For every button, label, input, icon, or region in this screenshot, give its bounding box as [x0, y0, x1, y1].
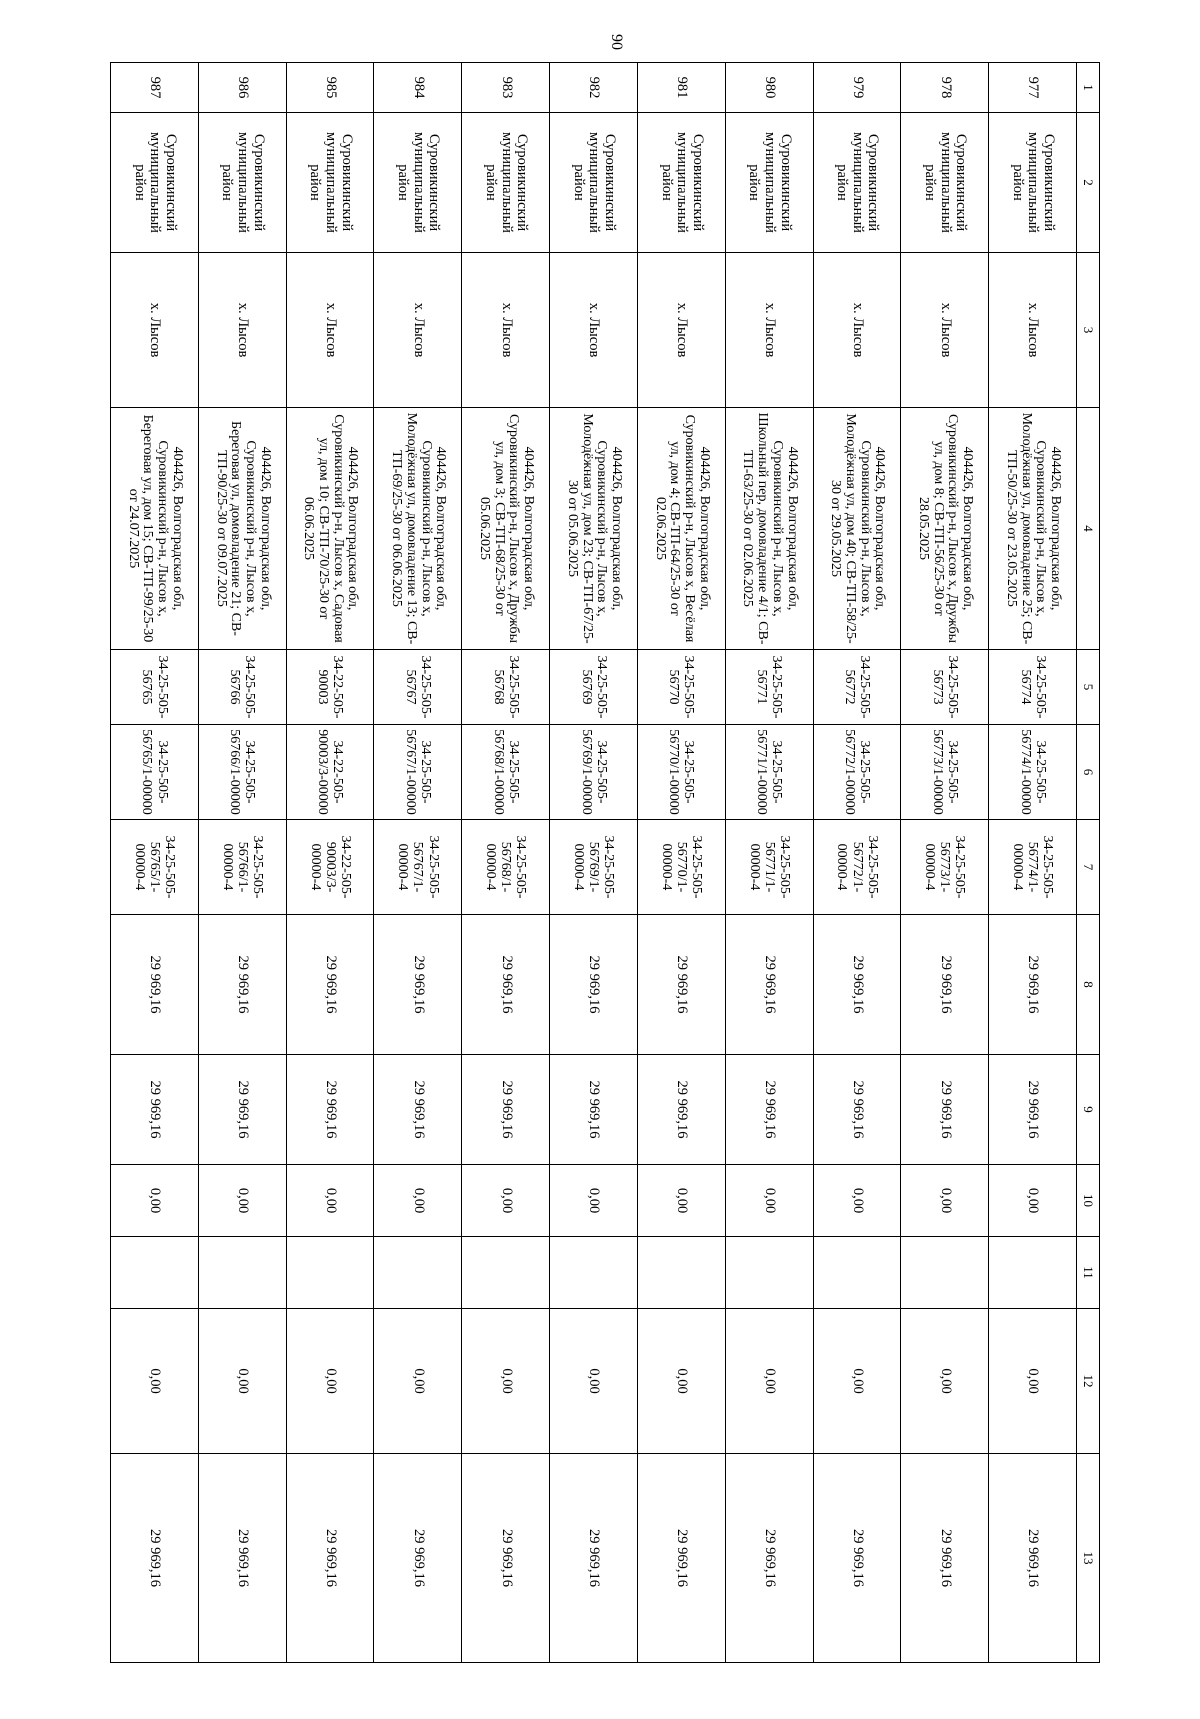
amount-cell: 0,00: [637, 1165, 725, 1237]
amount-cell: 0,00: [198, 1309, 286, 1454]
column-number: 10: [1077, 1165, 1100, 1237]
settlement-cell: х. Лысов: [111, 253, 199, 408]
code-cell: 34-25-505-56770: [637, 650, 725, 725]
amount-cell: 0,00: [286, 1165, 374, 1237]
empty-cell: [901, 1237, 989, 1309]
amount-cell: 29 969,16: [813, 1454, 901, 1663]
amount-cell: 0,00: [550, 1309, 638, 1454]
amount-cell: 29 969,16: [550, 915, 638, 1055]
amount-cell: 0,00: [725, 1165, 813, 1237]
district-cell: Суровикинский муниципальный район: [725, 113, 813, 253]
amount-cell: 29 969,16: [111, 1055, 199, 1165]
district-cell: Суровикинский муниципальный район: [901, 113, 989, 253]
amount-cell: 29 969,16: [989, 915, 1077, 1055]
amount-cell: 29 969,16: [550, 1454, 638, 1663]
empty-cell: [462, 1237, 550, 1309]
amount-cell: 29 969,16: [198, 1454, 286, 1663]
amount-cell: 29 969,16: [462, 1454, 550, 1663]
empty-cell: [550, 1237, 638, 1309]
amount-cell: 29 969,16: [901, 1454, 989, 1663]
amount-cell: 29 969,16: [111, 1454, 199, 1663]
code-cell: 34-22-505-90003/3-00000-4: [286, 820, 374, 915]
address-cell: 404426, Волгоградская обл, Суровикинский р-н, Лысов х, Садовая ул, дом 10; СВ-ТП-70/25-30 от 06.06.2025: [286, 408, 374, 650]
address-cell: 404426, Волгоградская обл, Суровикинский р-н, Лысов х, Весёлая ул, дом 4; СВ-ТП-64/25-30 от 02.06.2025: [637, 408, 725, 650]
code-cell: 34-25-505-56768/1-00000-4: [462, 820, 550, 915]
address-cell: 404426, Волгоградская обл, Суровикинский р-н, Лысов х, Дружбы ул, дом 8; СВ-ТП-56/25-30 от 28.05.2025: [901, 408, 989, 650]
rotated-table-container: [110, 62, 1100, 1662]
table-row: [462, 63, 550, 1663]
code-cell: 34-25-505-56773: [901, 650, 989, 725]
row-number: 982: [550, 63, 638, 113]
empty-cell: [286, 1237, 374, 1309]
amount-cell: 0,00: [725, 1309, 813, 1454]
amount-cell: 29 969,16: [637, 1454, 725, 1663]
code-cell: 34-25-505-56766/1-00000-4: [198, 820, 286, 915]
district-cell: Суровикинский муниципальный район: [198, 113, 286, 253]
address-cell: 404426, Волгоградская обл, Суровикинский р-н, Лысов х, Школьный пер, домовладение 4/1; СВ-ТП-63/25-30 от 02.06.2025: [725, 408, 813, 650]
settlement-cell: х. Лысов: [901, 253, 989, 408]
code-cell: 34-25-505-56767: [374, 650, 462, 725]
amount-cell: 29 969,16: [813, 915, 901, 1055]
row-number: 980: [725, 63, 813, 113]
code-cell: 34-25-505-56773/1-00000: [901, 725, 989, 820]
amount-cell: 0,00: [989, 1165, 1077, 1237]
column-number: 4: [1077, 408, 1100, 650]
address-cell: 404426, Волгоградская обл, Суровикинский р-н, Лысов х, Молодёжная ул, дом 23; СВ-ТП-67/25-30 от 05.06.2025: [550, 408, 638, 650]
amount-cell: 29 969,16: [989, 1055, 1077, 1165]
empty-cell: [111, 1237, 199, 1309]
column-number: 7: [1077, 820, 1100, 915]
amount-cell: 29 969,16: [901, 1055, 989, 1165]
column-number: 2: [1077, 113, 1100, 253]
amount-cell: 0,00: [462, 1309, 550, 1454]
code-cell: 34-25-505-56772/1-00000-4: [813, 820, 901, 915]
empty-cell: [813, 1237, 901, 1309]
row-number: 978: [901, 63, 989, 113]
column-number: 9: [1077, 1055, 1100, 1165]
amount-cell: 0,00: [989, 1309, 1077, 1454]
settlement-cell: х. Лысов: [813, 253, 901, 408]
table-body: [111, 63, 1100, 1663]
data-table: [110, 62, 1100, 1663]
district-cell: Суровикинский муниципальный район: [286, 113, 374, 253]
amount-cell: 29 969,16: [725, 915, 813, 1055]
settlement-cell: х. Лысов: [637, 253, 725, 408]
amount-cell: 29 969,16: [550, 1055, 638, 1165]
address-cell: 404426, Волгоградская обл, Суровикинский р-н, Лысов х, Береговая ул, домовладение 21; СВ-ТП-90/25-30 от 09.07.2025: [198, 408, 286, 650]
code-cell: 34-25-505-56771/1-00000: [725, 725, 813, 820]
column-number: 3: [1077, 253, 1100, 408]
amount-cell: 29 969,16: [725, 1454, 813, 1663]
empty-cell: [198, 1237, 286, 1309]
amount-cell: 29 969,16: [637, 915, 725, 1055]
amount-cell: 29 969,16: [111, 915, 199, 1055]
amount-cell: 0,00: [374, 1165, 462, 1237]
district-cell: Суровикинский муниципальный район: [637, 113, 725, 253]
row-number: 985: [286, 63, 374, 113]
amount-cell: 0,00: [813, 1165, 901, 1237]
amount-cell: 0,00: [111, 1309, 199, 1454]
column-number: 13: [1077, 1454, 1100, 1663]
amount-cell: 0,00: [813, 1309, 901, 1454]
amount-cell: 29 969,16: [901, 915, 989, 1055]
empty-cell: [374, 1237, 462, 1309]
row-number: 984: [374, 63, 462, 113]
table-row: [286, 63, 374, 1663]
amount-cell: 29 969,16: [198, 1055, 286, 1165]
code-cell: 34-25-505-56773/1-00000-4: [901, 820, 989, 915]
amount-cell: 29 969,16: [725, 1055, 813, 1165]
settlement-cell: х. Лысов: [550, 253, 638, 408]
settlement-cell: х. Лысов: [462, 253, 550, 408]
amount-cell: 0,00: [901, 1309, 989, 1454]
code-cell: 34-25-505-56772: [813, 650, 901, 725]
code-cell: 34-25-505-56768: [462, 650, 550, 725]
district-cell: Суровикинский муниципальный район: [550, 113, 638, 253]
amount-cell: 0,00: [462, 1165, 550, 1237]
column-number: 11: [1077, 1237, 1100, 1309]
amount-cell: 0,00: [198, 1165, 286, 1237]
code-cell: 34-25-505-56766/1-00000: [198, 725, 286, 820]
empty-cell: [725, 1237, 813, 1309]
district-cell: Суровикинский муниципальный район: [374, 113, 462, 253]
table-row: [637, 63, 725, 1663]
code-cell: 34-25-505-56769/1-00000: [550, 725, 638, 820]
district-cell: Суровикинский муниципальный район: [813, 113, 901, 253]
row-number: 977: [989, 63, 1077, 113]
district-cell: Суровикинский муниципальный район: [989, 113, 1077, 253]
code-cell: 34-22-505-90003: [286, 650, 374, 725]
amount-cell: 0,00: [901, 1165, 989, 1237]
table-row: [901, 63, 989, 1663]
table-row: [198, 63, 286, 1663]
code-cell: 34-25-505-56774/1-00000-4: [989, 820, 1077, 915]
district-cell: Суровикинский муниципальный район: [111, 113, 199, 253]
row-number: 983: [462, 63, 550, 113]
code-cell: 34-25-505-56769: [550, 650, 638, 725]
amount-cell: 0,00: [286, 1309, 374, 1454]
column-number: 8: [1077, 915, 1100, 1055]
amount-cell: 29 969,16: [813, 1055, 901, 1165]
settlement-cell: х. Лысов: [725, 253, 813, 408]
column-number: 5: [1077, 650, 1100, 725]
empty-cell: [637, 1237, 725, 1309]
column-number: 12: [1077, 1309, 1100, 1454]
row-number: 986: [198, 63, 286, 113]
amount-cell: 29 969,16: [374, 915, 462, 1055]
address-cell: 404426, Волгоградская обл, Суровикинский р-н, Лысов х, Береговая ул, дом 15; СВ-ТП-99/25-30 от 24.07.2025: [111, 408, 199, 650]
code-cell: 34-25-505-56766: [198, 650, 286, 725]
column-number-row: [1077, 63, 1100, 1663]
amount-cell: 29 969,16: [374, 1055, 462, 1165]
code-cell: 34-25-505-56768/1-00000: [462, 725, 550, 820]
address-cell: 404426, Волгоградская обл, Суровикинский р-н, Лысов х, Дружбы ул, дом 3; СВ-ТП-68/25-30 от 05.06.2025: [462, 408, 550, 650]
amount-cell: 0,00: [550, 1165, 638, 1237]
row-number: 979: [813, 63, 901, 113]
column-number: 6: [1077, 725, 1100, 820]
page-number: 90: [608, 34, 625, 50]
address-cell: 404426, Волгоградская обл, Суровикинский р-н, Лысов х, Молодёжная ул, дом 40; СВ-ТП-58/25-30 от 29.05.2025: [813, 408, 901, 650]
amount-cell: 29 969,16: [462, 915, 550, 1055]
amount-cell: 0,00: [637, 1309, 725, 1454]
amount-cell: 29 969,16: [286, 915, 374, 1055]
code-cell: 34-25-505-56769/1-00000-4: [550, 820, 638, 915]
address-cell: 404426, Волгоградская обл, Суровикинский р-н, Лысов х, Молодёжная ул, домовладение 13; СВ-ТП-69/25-30 от 06.06.2025: [374, 408, 462, 650]
code-cell: 34-25-505-56765: [111, 650, 199, 725]
table-row: [111, 63, 199, 1663]
amount-cell: 0,00: [111, 1165, 199, 1237]
table-row: [374, 63, 462, 1663]
district-cell: Суровикинский муниципальный район: [462, 113, 550, 253]
amount-cell: 0,00: [374, 1309, 462, 1454]
settlement-cell: х. Лысов: [286, 253, 374, 408]
table-row: [989, 63, 1077, 1663]
code-cell: 34-25-505-56774: [989, 650, 1077, 725]
amount-cell: 29 969,16: [286, 1454, 374, 1663]
amount-cell: 29 969,16: [286, 1055, 374, 1165]
table-row: [725, 63, 813, 1663]
code-cell: 34-22-505-90003/3-00000: [286, 725, 374, 820]
settlement-cell: х. Лысов: [198, 253, 286, 408]
table-row: [550, 63, 638, 1663]
code-cell: 34-25-505-56771/1-00000-4: [725, 820, 813, 915]
code-cell: 34-25-505-56774/1-00000: [989, 725, 1077, 820]
amount-cell: 29 969,16: [637, 1055, 725, 1165]
code-cell: 34-25-505-56770/1-00000-4: [637, 820, 725, 915]
amount-cell: 29 969,16: [374, 1454, 462, 1663]
row-number: 987: [111, 63, 199, 113]
table-row: [813, 63, 901, 1663]
amount-cell: 29 969,16: [989, 1454, 1077, 1663]
code-cell: 34-25-505-56772/1-00000: [813, 725, 901, 820]
code-cell: 34-25-505-56765/1-00000: [111, 725, 199, 820]
code-cell: 34-25-505-56767/1-00000: [374, 725, 462, 820]
amount-cell: 29 969,16: [198, 915, 286, 1055]
amount-cell: 29 969,16: [462, 1055, 550, 1165]
code-cell: 34-25-505-56771: [725, 650, 813, 725]
settlement-cell: х. Лысов: [989, 253, 1077, 408]
code-cell: 34-25-505-56767/1-00000-4: [374, 820, 462, 915]
empty-cell: [989, 1237, 1077, 1309]
settlement-cell: х. Лысов: [374, 253, 462, 408]
column-number: 1: [1077, 63, 1100, 113]
address-cell: 404426, Волгоградская обл, Суровикинский р-н, Лысов х, Молодёжная ул, домовладение 25; СВ-ТП-50/25-30 от 23.05.2025: [989, 408, 1077, 650]
row-number: 981: [637, 63, 725, 113]
code-cell: 34-25-505-56765/1-00000-4: [111, 820, 199, 915]
code-cell: 34-25-505-56770/1-00000: [637, 725, 725, 820]
